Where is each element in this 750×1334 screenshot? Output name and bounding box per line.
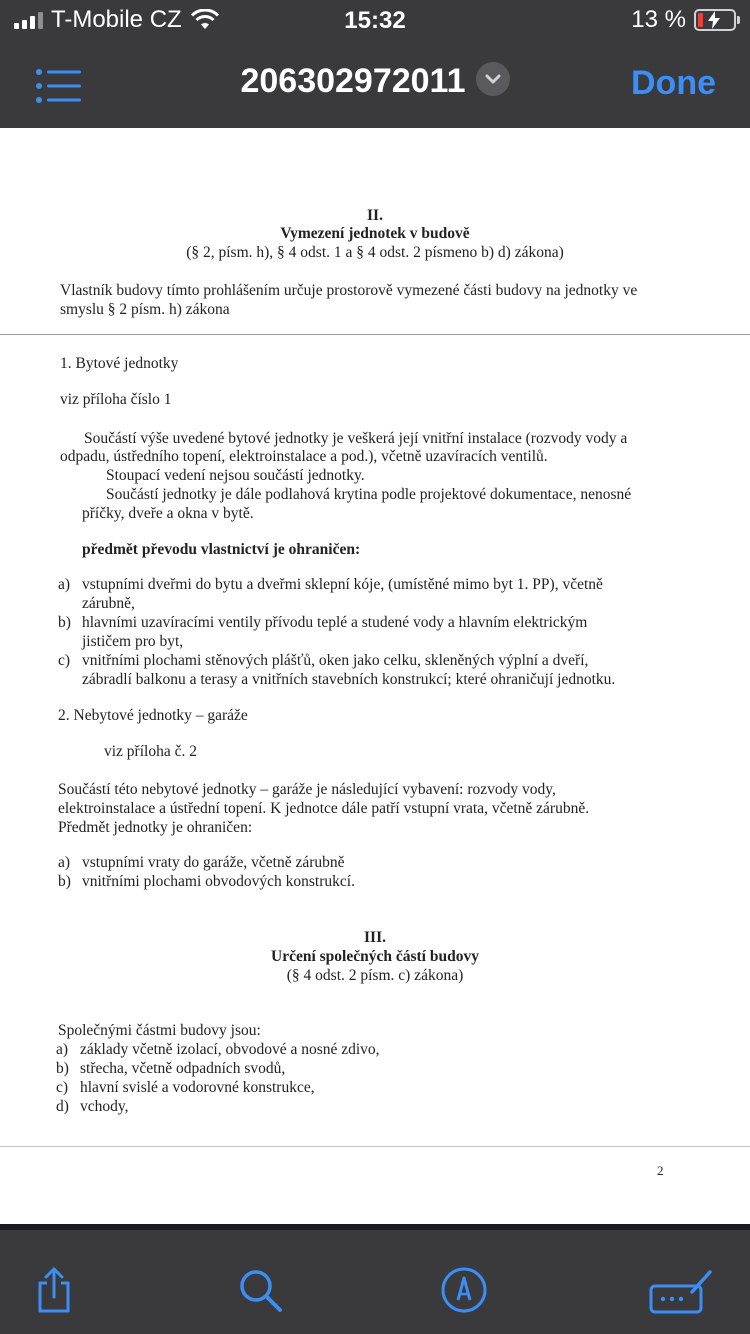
list-icon[interactable] — [36, 68, 82, 104]
scan-seam-divider — [0, 334, 750, 335]
unit1-item-c-line1: vnitřními plochami stěnových plášťů, oken jako celku, skleněných výplní a dveří, — [82, 652, 589, 669]
unit2-item-a-marker: a) — [58, 854, 71, 871]
unit1-item-a-marker: a) — [58, 576, 71, 593]
section3-item-c-text: hlavní svislé a vodorovné konstrukce, — [80, 1079, 315, 1096]
unit1-p3-line2: příčky, dveře a okna v bytě. — [82, 505, 254, 522]
page-number: 2 — [657, 1163, 664, 1178]
unit2-ref: viz příloha č. 2 — [104, 743, 197, 760]
unit1-item-c-marker: c) — [58, 652, 71, 669]
clock: 15:32 — [344, 7, 406, 34]
search-icon[interactable] — [236, 1266, 284, 1314]
unit2-item-a-text: vstupními vraty do garáže, včetně zárubně — [82, 854, 345, 871]
section2-intro-line1: Vlastník budovy tímto prohlášením určuje prostorově vymezené části budovy na jednotky ve — [60, 282, 638, 299]
section3-title: Určení společných částí budovy — [271, 948, 479, 965]
unit1-p2: Stoupací vedení nejsou součástí jednotky. — [106, 467, 365, 484]
charging-bolt-icon — [706, 11, 722, 29]
unit1-heading: 1. Bytové jednotky — [60, 355, 179, 372]
chevron-down-icon[interactable] — [476, 62, 510, 96]
document-title[interactable]: 206302972011 — [240, 62, 466, 100]
unit1-p1-line1: Součástí výše uvedené bytové jednotky je veškerá její vnitřní instalace (rozvody vody a — [84, 430, 628, 447]
section3-item-b-text: střecha, včetně odpadních svodů, — [80, 1060, 286, 1077]
nav-bar — [0, 40, 750, 128]
section3-numeral: III. — [364, 929, 386, 946]
markup-icon[interactable] — [440, 1266, 488, 1314]
unit1-item-c-line2: zábradlí balkonu a terasy a vnitřních stavebních konstrukcí; které ohraničují jednotku. — [82, 671, 616, 688]
unit1-item-a-line1: vstupními dveřmi do bytu a dveřmi sklepní kóje, (umístěné mimo byt 1. PP), včetně — [82, 576, 603, 593]
unit1-ref: viz příloha číslo 1 — [60, 391, 172, 408]
keyboard-icon[interactable] — [648, 1266, 714, 1314]
section3-item-b-marker: b) — [56, 1060, 69, 1077]
status-bar — [0, 0, 750, 40]
document-page — [0, 128, 750, 1224]
section3-subtitle: (§ 4 odst. 2 písm. c) zákona) — [286, 967, 464, 984]
section3-item-a-text: základy včetně izolací, obvodové a nosné zdivo, — [80, 1041, 380, 1058]
battery-icon — [694, 9, 736, 31]
unit1-restriction-heading: předmět převodu vlastnictví je ohraničen: — [82, 541, 361, 558]
share-icon[interactable] — [30, 1266, 78, 1314]
battery-percent: 13 % — [631, 6, 686, 33]
unit2-item-b-marker: b) — [58, 873, 71, 890]
unit2-item-b-text: vnitřními plochami obvodových konstrukcí. — [82, 873, 355, 890]
scan-seam-divider-bottom — [0, 1146, 750, 1147]
carrier-label: T-Mobile CZ — [51, 6, 182, 33]
section2-intro-line2: smyslu § 2 písm. h) zákona — [60, 301, 230, 318]
unit2-heading: 2. Nebytové jednotky – garáže — [58, 707, 248, 724]
bottom-toolbar — [0, 1224, 750, 1334]
unit2-p-line1: Součástí této nebytové jednotky – garáže je následující vybavení: rozvody vody, — [58, 781, 556, 798]
section2-subtitle: (§ 2, písm. h), § 4 odst. 1 a § 4 odst. 2 písmeno b) d) zákona) — [186, 244, 564, 261]
section3-item-a-marker: a) — [56, 1041, 69, 1058]
unit1-item-b-line2: jističem pro byt, — [82, 633, 184, 650]
unit1-p1-line2: odpadu, ústředního topení, elektroinstalace a pod.), včetně uzavíracích ventilů. — [60, 448, 548, 465]
unit2-p-line2: elektroinstalace a ústřední topení. K jednotce dále patří vstupní vrata, včetně zárubně. — [58, 800, 590, 817]
unit1-item-a-line2: zárubně, — [82, 595, 135, 612]
section3-item-c-marker: c) — [56, 1079, 69, 1096]
section3-item-d-text: vchody, — [80, 1098, 129, 1115]
unit1-item-b-line1: hlavními uzavíracími ventily přívodu teplé a studené vody a hlavním elektrickým — [82, 614, 588, 631]
unit2-p-line3: Předmět jednotky je ohraničen: — [58, 819, 253, 836]
section2-title: Vymezení jednotek v budově — [280, 225, 470, 242]
section3-intro: Společnými částmi budovy jsou: — [58, 1022, 261, 1039]
section3-item-d-marker: d) — [56, 1098, 69, 1115]
unit1-item-b-marker: b) — [58, 614, 71, 631]
done-button[interactable]: Done — [631, 64, 716, 102]
section2-numeral: II. — [367, 207, 383, 224]
unit1-p3-line1: Součástí jednotky je dále podlahová krytina podle projektové dokumentace, nenosné — [106, 486, 632, 503]
status-right — [631, 6, 736, 34]
